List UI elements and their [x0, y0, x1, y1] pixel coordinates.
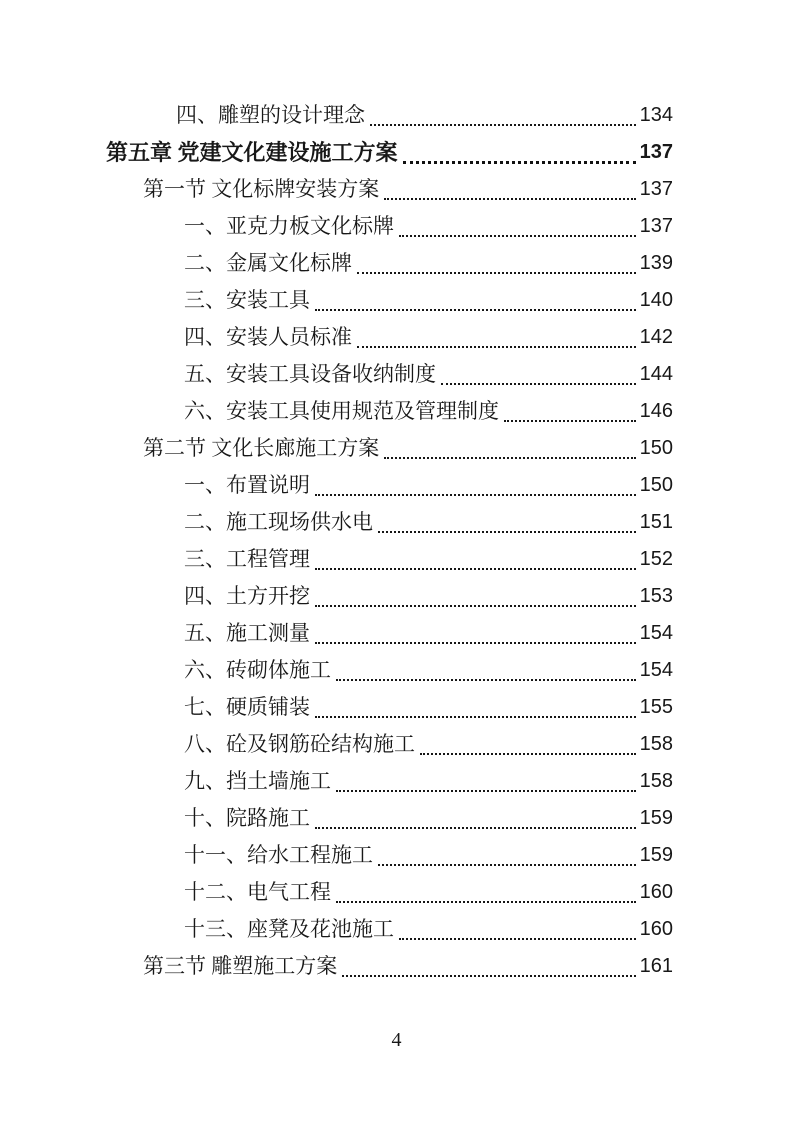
toc-entry[interactable]	[106, 837, 673, 874]
toc-entry-page-number: 161	[639, 955, 673, 977]
toc-entry[interactable]	[106, 393, 673, 430]
dot-leader-icon	[315, 615, 636, 644]
toc-entry-label: 五、安装工具设备收纳制度	[184, 362, 436, 386]
toc-entry[interactable]	[106, 578, 673, 615]
toc-entry-label: 一、布置说明	[184, 473, 310, 497]
dot-leader-icon	[441, 356, 636, 385]
toc-entry[interactable]	[106, 541, 673, 578]
toc-entry[interactable]	[106, 800, 673, 837]
toc-entry-page-number: 158	[639, 733, 673, 755]
dot-leader-icon	[384, 171, 635, 200]
toc-entry-label: 十一、给水工程施工	[184, 843, 373, 867]
toc-entry[interactable]	[106, 430, 673, 467]
toc-entry-page-number: 160	[639, 881, 673, 903]
toc-entry-page-number: 154	[639, 622, 673, 644]
toc-entry-page-number: 139	[639, 252, 673, 274]
toc-entry[interactable]	[106, 948, 673, 985]
toc-entry-label: 第五章 党建文化建设施工方案	[106, 140, 398, 165]
toc-entry-label: 九、挡土墙施工	[184, 769, 331, 793]
dot-leader-icon	[378, 504, 636, 533]
dot-leader-icon	[420, 726, 636, 755]
toc-entry-label: 十、院路施工	[184, 806, 310, 830]
toc-entry[interactable]	[106, 689, 673, 726]
toc-entry-label: 六、安装工具使用规范及管理制度	[184, 399, 499, 423]
toc-entry-label: 三、工程管理	[184, 547, 310, 571]
toc-entry-label: 二、施工现场供水电	[184, 510, 373, 534]
dot-leader-icon	[504, 393, 636, 422]
dot-leader-icon	[315, 467, 636, 496]
page-number-footer: 4	[391, 1029, 402, 1051]
toc-entry-label: 第一节 文化标牌安装方案	[143, 177, 380, 201]
dot-leader-icon	[336, 763, 636, 792]
dot-leader-icon	[342, 948, 635, 977]
dot-leader-icon	[403, 134, 636, 164]
toc-entry-page-number: 137	[639, 215, 673, 237]
toc-entry-label: 六、砖砌体施工	[184, 658, 331, 682]
toc-entry-page-number: 150	[639, 437, 673, 459]
toc-entry-page-number: 140	[639, 289, 673, 311]
toc-entry[interactable]	[106, 874, 673, 911]
toc-entry[interactable]	[106, 282, 673, 319]
toc-entry[interactable]	[106, 245, 673, 282]
toc-entry-page-number: 152	[639, 548, 673, 570]
dot-leader-icon	[315, 541, 636, 570]
dot-leader-icon	[370, 97, 636, 126]
toc-entry[interactable]	[106, 763, 673, 800]
toc-entry-page-number: 144	[639, 363, 673, 385]
dot-leader-icon	[357, 245, 636, 274]
dot-leader-icon	[336, 874, 636, 903]
dot-leader-icon	[384, 430, 635, 459]
toc-entry-page-number: 154	[639, 659, 673, 681]
toc-entry-page-number: 155	[639, 696, 673, 718]
toc-entry-page-number: 150	[639, 474, 673, 496]
dot-leader-icon	[399, 208, 636, 237]
toc-entry-label: 三、安装工具	[184, 288, 310, 312]
toc-entry[interactable]	[106, 319, 673, 356]
toc-entry[interactable]	[106, 652, 673, 689]
toc-entry-page-number: 151	[639, 511, 673, 533]
toc-entry[interactable]	[106, 467, 673, 504]
dot-leader-icon	[378, 837, 636, 866]
table-of-contents	[106, 97, 673, 985]
toc-entry-page-number: 158	[639, 770, 673, 792]
toc-entry-page-number: 137	[639, 178, 673, 200]
toc-entry-label: 第三节 雕塑施工方案	[143, 954, 338, 978]
dot-leader-icon	[315, 800, 636, 829]
toc-entry[interactable]	[106, 356, 673, 393]
toc-entry-page-number: 159	[639, 844, 673, 866]
toc-entry-page-number: 134	[639, 104, 673, 126]
toc-entry-label: 四、土方开挖	[184, 584, 310, 608]
toc-entry[interactable]	[106, 97, 673, 134]
toc-entry[interactable]	[106, 911, 673, 948]
toc-entry-page-number: 142	[639, 326, 673, 348]
toc-entry-page-number: 137	[639, 141, 673, 163]
toc-entry-label: 四、安装人员标准	[184, 325, 352, 349]
toc-entry-page-number: 160	[639, 918, 673, 940]
dot-leader-icon	[315, 689, 636, 718]
dot-leader-icon	[336, 652, 636, 681]
dot-leader-icon	[399, 911, 636, 940]
toc-entry-label: 五、施工测量	[184, 621, 310, 645]
dot-leader-icon	[315, 282, 636, 311]
dot-leader-icon	[315, 578, 636, 607]
toc-entry-label: 八、砼及钢筋砼结构施工	[184, 732, 415, 756]
toc-entry-page-number: 153	[639, 585, 673, 607]
toc-entry[interactable]	[106, 504, 673, 541]
toc-entry[interactable]	[106, 134, 673, 171]
toc-entry[interactable]	[106, 171, 673, 208]
toc-entry[interactable]	[106, 615, 673, 652]
toc-entry-label: 十二、电气工程	[184, 880, 331, 904]
toc-entry-label: 二、金属文化标牌	[184, 251, 352, 275]
toc-entry-label: 十三、座凳及花池施工	[184, 917, 394, 941]
toc-entry[interactable]	[106, 208, 673, 245]
toc-entry[interactable]	[106, 726, 673, 763]
toc-entry-label: 第二节 文化长廊施工方案	[143, 436, 380, 460]
toc-entry-page-number: 159	[639, 807, 673, 829]
dot-leader-icon	[357, 319, 636, 348]
toc-entry-page-number: 146	[639, 400, 673, 422]
toc-entry-label: 一、亚克力板文化标牌	[184, 214, 394, 238]
toc-entry-label: 四、雕塑的设计理念	[176, 103, 365, 127]
toc-entry-label: 七、硬质铺装	[184, 695, 310, 719]
